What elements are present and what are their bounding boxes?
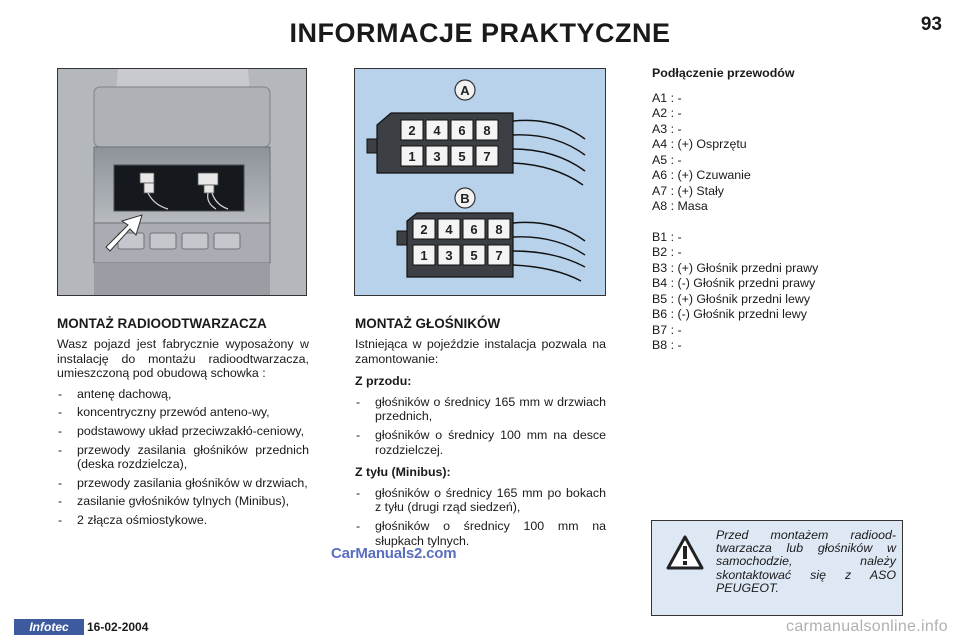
warning-text: Przed montażem radiood-twarzacza lub głośników w samochodzie, należy skontaktować się z ASO PEUGEOT. xyxy=(716,528,896,595)
pin-item: A7 : (+) Stały xyxy=(652,183,724,198)
pin-item: A6 : (+) Czuwanie xyxy=(652,168,751,183)
radio-installation-section xyxy=(57,316,309,532)
pin-item: A5 : - xyxy=(652,152,682,167)
pin-item: B2 : - xyxy=(652,245,682,260)
rear-speakers-list xyxy=(355,486,606,548)
pin-item: A3 : - xyxy=(652,121,682,136)
radio-section-heading: MONTAŻ RADIOODTWARZACZA xyxy=(57,316,267,331)
pin-item: B8 : - xyxy=(652,338,682,353)
connector-drawing xyxy=(355,69,605,295)
wiring-title: Podłączenie przewodów xyxy=(652,66,795,80)
connector-a-pin-list xyxy=(652,91,902,215)
rear-speakers-heading: Z tyłu (Minibus): xyxy=(355,465,451,480)
connector-b xyxy=(397,188,585,281)
connector-b-pin-list xyxy=(652,230,902,354)
list-item: - przewody zasilania głośników w drzwiach, xyxy=(57,476,309,491)
connector-pin-number: 5 xyxy=(470,248,478,263)
connector-pin-number: 6 xyxy=(458,123,466,138)
dashboard-illustration xyxy=(58,69,306,295)
pin-list-spacer xyxy=(652,215,902,230)
watermark-carmanuals: CarManuals2.com xyxy=(331,545,457,562)
list-item: - antenę dachową, xyxy=(57,387,309,402)
pin-item: B3 : (+) Głośnik przedni prawy xyxy=(652,260,819,275)
connector-pin-number: 6 xyxy=(470,222,478,237)
connector-pin-number: 4 xyxy=(445,222,453,237)
connector-b-label: B xyxy=(460,191,470,206)
pin-item: B7 : - xyxy=(652,322,682,337)
connector-a xyxy=(367,80,585,185)
connector-pin-number: 4 xyxy=(433,123,441,138)
connector-pin-number: 2 xyxy=(420,222,428,237)
connector-pin-number: 2 xyxy=(408,123,416,138)
connector-pin-number: 7 xyxy=(483,149,491,164)
radio-section-list xyxy=(57,387,309,528)
list-item: - głośników o średnicy 165 mm w drzwiach przednich, xyxy=(355,395,606,424)
connector-pin-number: 1 xyxy=(420,248,428,263)
connector-diagram xyxy=(354,68,606,296)
list-item: - przewody zasilania głośników przednich (deska rozdzielcza), xyxy=(57,443,309,472)
radio-section-intro: Wasz pojazd jest fabrycznie wyposażony w instalację do montażu radioodtwarzacza, umieszczoną pod obudową schowka : xyxy=(57,337,309,381)
page-title: INFORMACJE PRAKTYCZNE xyxy=(289,18,671,48)
connector-pin-number: 8 xyxy=(483,123,491,138)
infotec-logo: Infotec xyxy=(14,619,84,635)
page-number: 93 xyxy=(920,14,942,35)
list-item: - głośników o średnicy 165 mm po bokach z tyłu (drugi rząd siedzeń), xyxy=(355,486,606,515)
pin-item: A2 : - xyxy=(652,106,682,121)
warning-triangle-icon xyxy=(666,535,704,571)
speakers-installation-section xyxy=(355,316,606,552)
watermark-carmanualsonline: carmanualsonline.info xyxy=(786,618,948,635)
pin-item: B5 : (+) Głośnik przedni lewy xyxy=(652,291,811,306)
connector-pin-number: 3 xyxy=(433,149,441,164)
connector-pin-number: 1 xyxy=(408,149,416,164)
pin-item: B1 : - xyxy=(652,229,682,244)
list-item: - głośników o średnicy 100 mm na desce rozdzielczej. xyxy=(355,428,606,457)
list-item: - głośników o średnicy 100 mm na słupkach tylnych. xyxy=(355,519,606,548)
list-item: - 2 złącza ośmiostykowe. xyxy=(57,513,309,528)
pin-item: B6 : (-) Głośnik przedni lewy xyxy=(652,307,807,322)
list-item: - zasilanie gvłośników tylnych (Minibus), xyxy=(57,494,309,509)
footer-date: 16-02-2004 xyxy=(87,620,149,634)
list-item: - koncentryczny przewód anteno-wy, xyxy=(57,405,309,420)
pin-item: A8 : Masa xyxy=(652,199,708,214)
connector-pin-number: 7 xyxy=(495,248,503,263)
speakers-section-heading: MONTAŻ GŁOŚNIKÓW xyxy=(355,316,501,331)
list-item: - podstawowy układ przeciwzakłó-ceniowy, xyxy=(57,424,309,439)
radio-compartment-photo xyxy=(57,68,307,296)
connector-a-label: A xyxy=(460,83,470,98)
front-speakers-heading: Z przodu: xyxy=(355,374,412,389)
speakers-section-intro: Istniejąca w pojeździe instalacja pozwala na zamontowanie: xyxy=(355,337,606,366)
pin-item: A1 : - xyxy=(652,90,682,105)
warning-box xyxy=(651,520,903,616)
pin-item: A4 : (+) Osprzętu xyxy=(652,137,747,152)
front-speakers-list xyxy=(355,395,606,457)
connector-pin-number: 5 xyxy=(458,149,466,164)
wiring-section xyxy=(652,66,902,354)
pin-item: B4 : (-) Głośnik przedni prawy xyxy=(652,276,816,291)
connector-pin-number: 8 xyxy=(495,222,503,237)
connector-pin-number: 3 xyxy=(445,248,453,263)
